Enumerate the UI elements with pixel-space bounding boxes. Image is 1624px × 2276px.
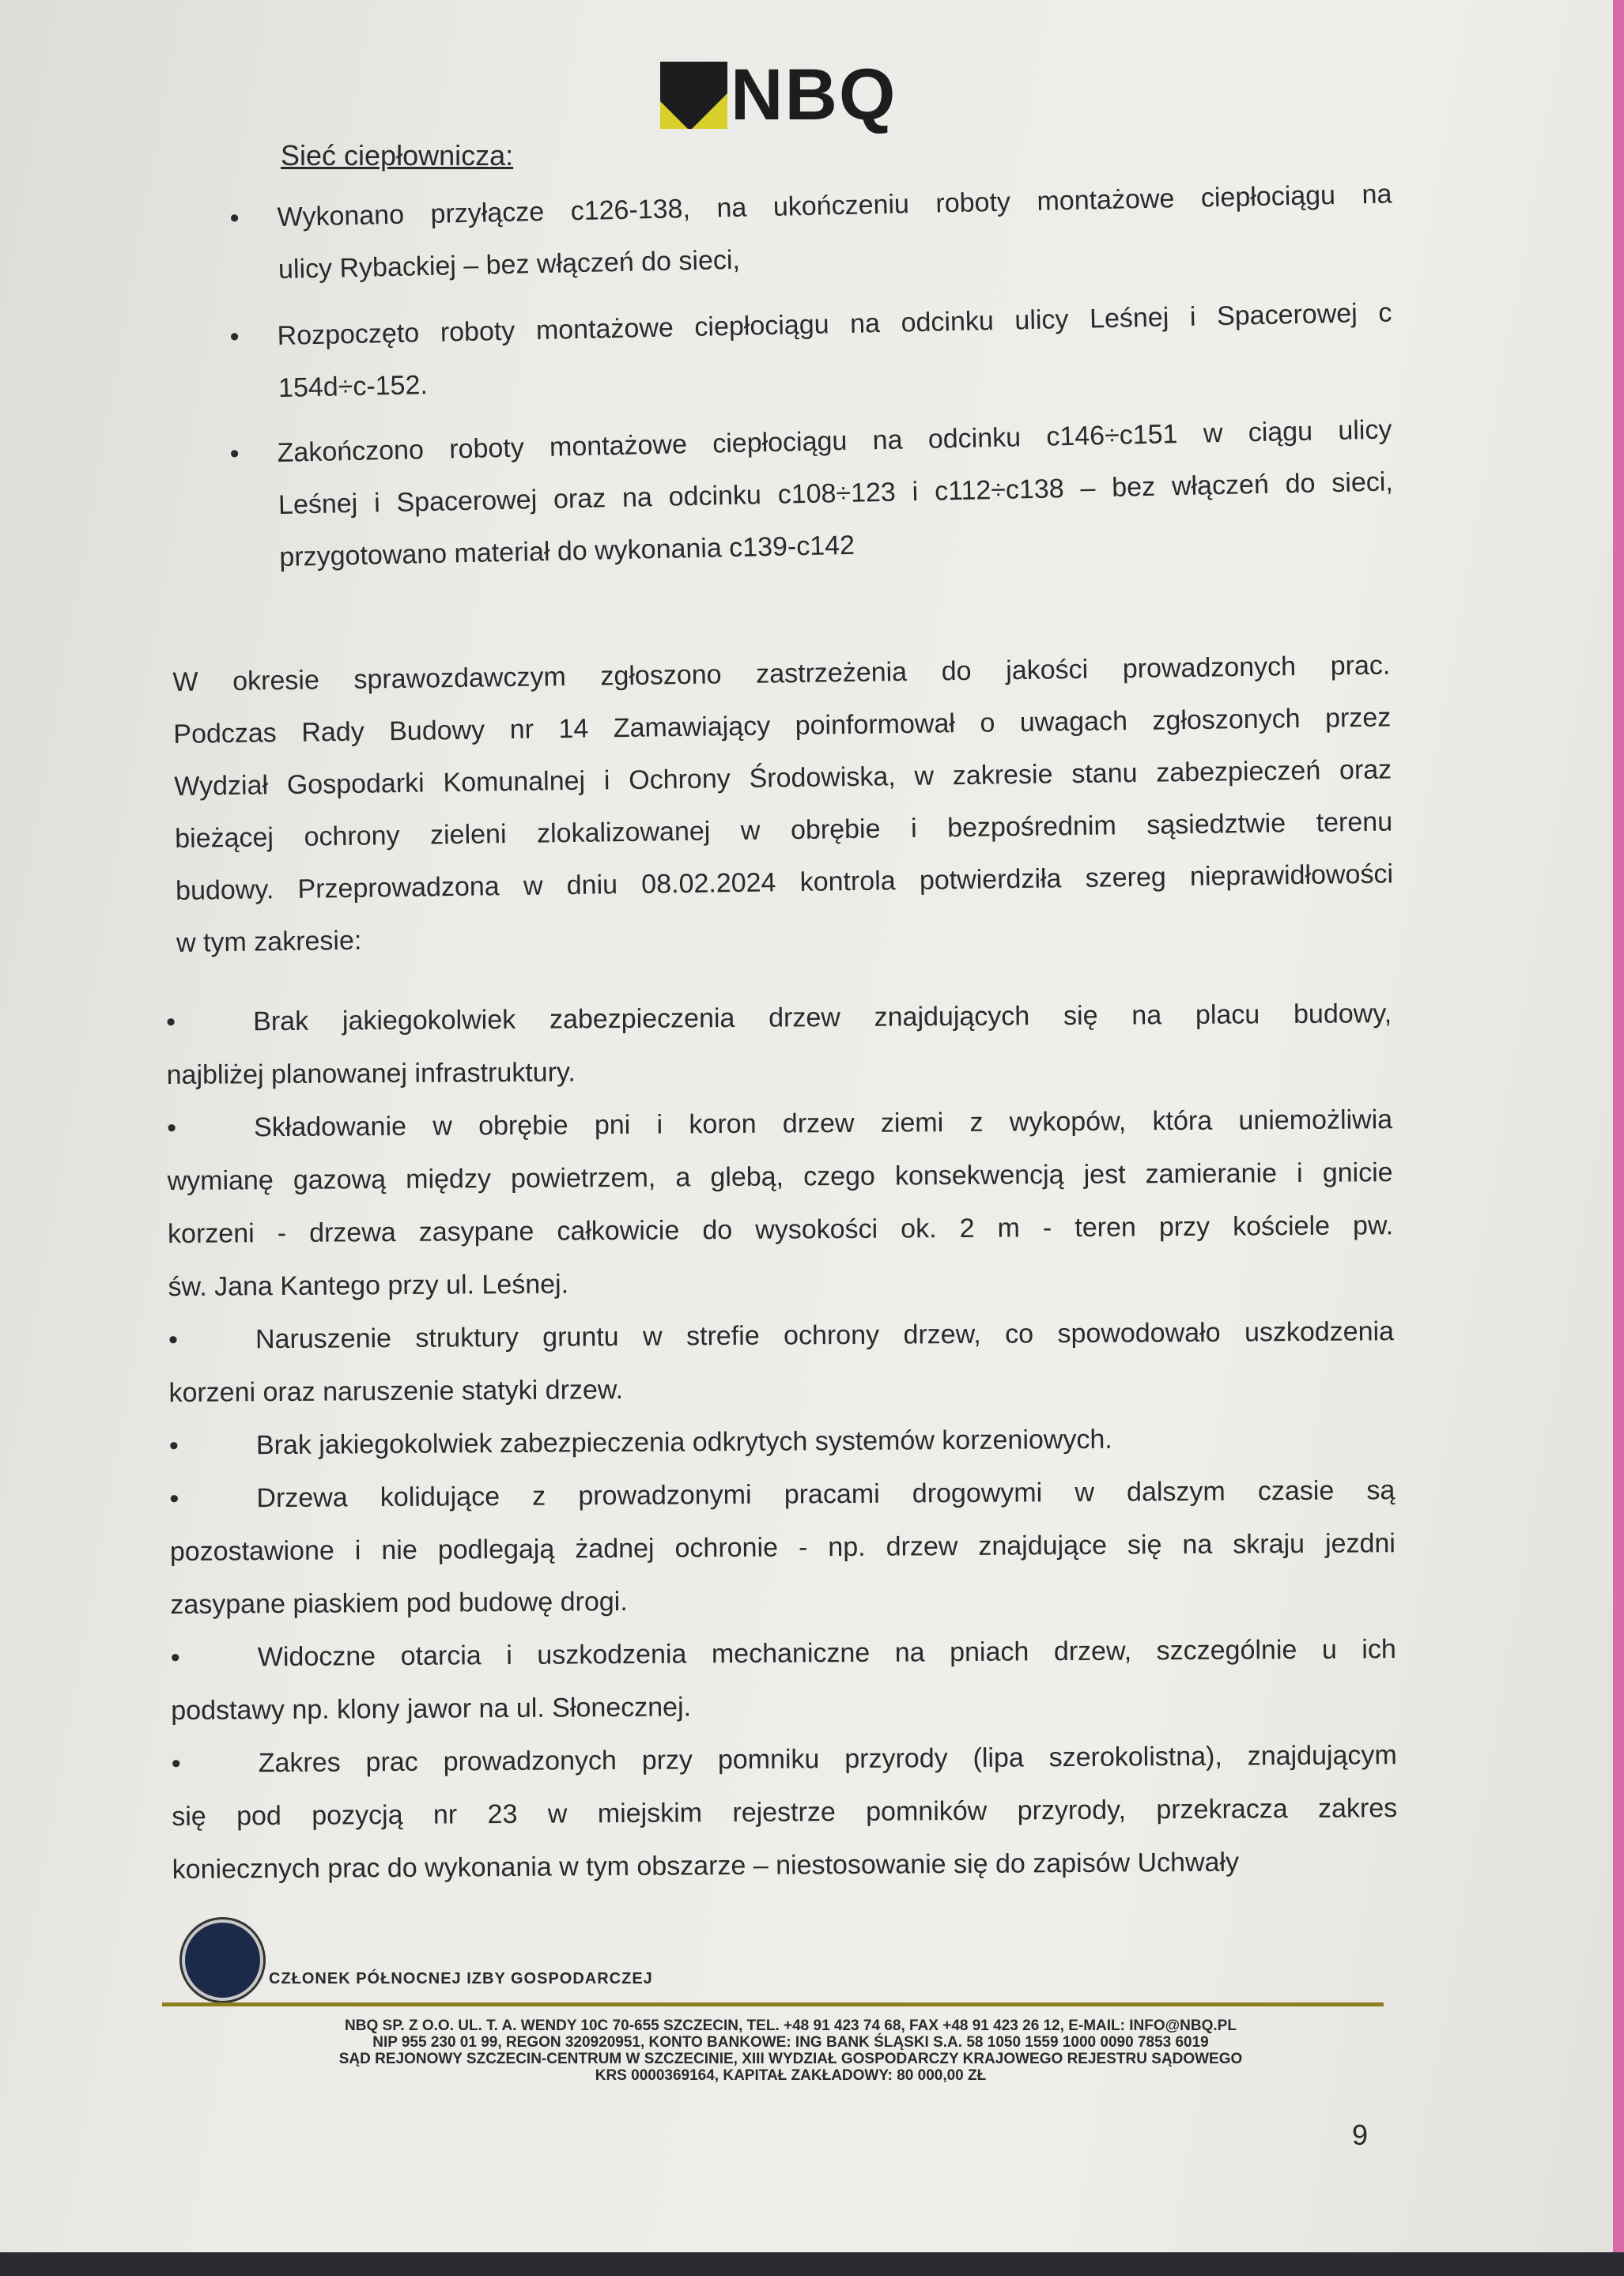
list-item-line: korzeni - drzewa zasypane całkowicie do wysokości ok. 2 m - teren przy kościele pw. xyxy=(167,1210,1394,1249)
nbq-logo-icon xyxy=(660,62,727,129)
footer-company-info: NBQ SP. Z O.O. UL. T. A. WENDY 10C 70-655 SZCZECIN, TEL. +48 91 423 74 68, FAX +48 91 423 26 12, E-MAIL: INFO@NBQ.PL NIP 955 230 01 99, REGON 320920951, KONTO BANKOWE: ING BANK ŚLĄSKI S.A. 58 1050 1559 1000 0090 7853 6019 SĄD REJONOWY SZCZECIN-CENTRUM W SZCZECINIE, XIII WYDZIAŁ GOSPODARCZY KRAJOWEGO REJESTRU SĄDOWEGO KRS 0000369164, KAPITAŁ ZAKŁADOWY: 80 000,00 ZŁ xyxy=(338,2017,1243,2084)
list-item-line: korzeni oraz naruszenie statyki drzew. xyxy=(168,1374,624,1408)
list-item-line xyxy=(171,1623,1396,1685)
list-item-line xyxy=(169,1411,1395,1473)
list-item xyxy=(172,1729,1398,1897)
list-item xyxy=(166,987,1392,1102)
list-item-text: Brak jakiegokolwiek zabezpieczenia odkrytych systemów korzeniowych. xyxy=(255,1424,1112,1461)
background-edge xyxy=(1613,0,1624,2276)
list-item xyxy=(171,1623,1397,1738)
bullet: • xyxy=(171,1748,181,1779)
list-item-line: wymianę gazową między powietrzem, a glebą, czego konsekwencją jest zamieranie i gnicie xyxy=(167,1157,1393,1196)
bullet-item: • Zakończono roboty montażowe ciepłociągu na odcinku c146÷c151 w ciągu ulicy Leśnej i Spacerowej oraz na odcinku c108÷123 i c112÷c138 – bez włączeń do sieci, przygotowano materiał do wykonania c139-c142 xyxy=(229,414,1394,572)
background-surface xyxy=(0,2252,1624,2276)
list-item-line xyxy=(167,1093,1392,1155)
list-item-line: się pod pozycją nr 23 w miejskim rejestrze pomników przyrody, przekracza zakres xyxy=(172,1793,1398,1832)
body-paragraph: W okresie sprawozdawczym zgłoszono zastrzeżenia do jakości prowadzonych prac. Podczas Rady Budowy nr 14 Zamawiający poinformował o uwagach zgłoszonych przez Wydział Gospodarki Komunalnej i Ochrony Środowiska, w zakresie stanu zabezpieczeń oraz bieżącej ochrony zieleni zlokalizowanej w obrębie i bezpośrednim sąsiedztwie terenu budowy. Przeprowadzona w dniu 08.02.2024 kontrola potwierdziła szereg nieprawidłowości w tym zakresie: xyxy=(172,650,1394,958)
list-item-text: Drzewa kolidujące z prowadzonymi pracami drogowymi w dalszym czasie są xyxy=(256,1475,1396,1514)
list-item-text: Składowanie w obrębie pni i koron drzew ziemi z wykopów, która uniemożliwia xyxy=(254,1104,1393,1143)
list-item-line xyxy=(166,987,1392,1049)
list-item-text: Brak jakiegokolwiek zabezpieczenia drzew znajdujących się na placu budowy, xyxy=(253,998,1392,1037)
chamber-seal-icon xyxy=(182,1919,263,2001)
list-item-text: Zakres prac prowadzonych przy pomniku przyrody (lipa szerokolistna), znajdującym xyxy=(258,1740,1397,1779)
bullet: • xyxy=(166,1006,176,1037)
list-item-line xyxy=(169,1464,1395,1526)
list-item-line xyxy=(168,1305,1394,1367)
bullet: • xyxy=(170,1642,180,1673)
list-item-text: Widoczne otarcia i uszkodzenia mechaniczne na pniach drzew, szczególnie u ich xyxy=(257,1634,1396,1673)
logo-text: NBQ xyxy=(731,55,897,135)
findings-list xyxy=(166,987,1398,1897)
list-item xyxy=(169,1464,1396,1632)
member-text: CZŁONEK PÓŁNOCNEJ IZBY GOSPODARCZEJ xyxy=(269,1970,653,1987)
bullet-item: • Rozpoczęto roboty montażowe ciepłociągu na odcinku ulicy Leśnej i Spacerowej c 154d÷c-152. xyxy=(229,297,1392,403)
list-item xyxy=(168,1305,1395,1420)
list-item-line: najbliżej planowanej infrastruktury. xyxy=(166,1057,576,1090)
section-heading: Sieć ciepłownicza: xyxy=(281,139,514,172)
footer-divider xyxy=(162,2002,1384,2006)
list-item-line: podstawy np. klony jawor na ul. Słonecznej. xyxy=(171,1692,692,1726)
list-item-text: Naruszenie struktury gruntu w strefie ochrony drzew, co spowodowało uszkodzenia xyxy=(255,1316,1395,1355)
bullet: • xyxy=(169,1483,179,1514)
list-item-line: zasypane piaskiem pod budowę drogi. xyxy=(170,1586,628,1620)
bullet-item: • Wykonano przyłącze c126-138, na ukończeniu roboty montażowe ciepłociągu na ulicy Rybackiej – bez włączeń do sieci, xyxy=(229,179,1392,285)
bullet: • xyxy=(167,1112,177,1143)
list-item-line: św. Jana Kantego przy ul. Leśnej. xyxy=(168,1269,569,1302)
list-item xyxy=(167,1093,1394,1314)
list-item xyxy=(169,1411,1395,1473)
page-number: 9 xyxy=(1352,2119,1369,2151)
list-item-line xyxy=(172,1729,1397,1791)
nbq-logo xyxy=(660,55,897,134)
list-item-line: pozostawione i nie podlegają żadnej ochronie - np. drzew znajdujące się na skraju jezdni xyxy=(169,1528,1396,1567)
bullet: • xyxy=(168,1430,179,1461)
bullet: • xyxy=(168,1324,179,1355)
list-item-line: koniecznych prac do wykonania w tym obszarze – niestosowanie się do zapisów Uchwały xyxy=(172,1847,1240,1885)
